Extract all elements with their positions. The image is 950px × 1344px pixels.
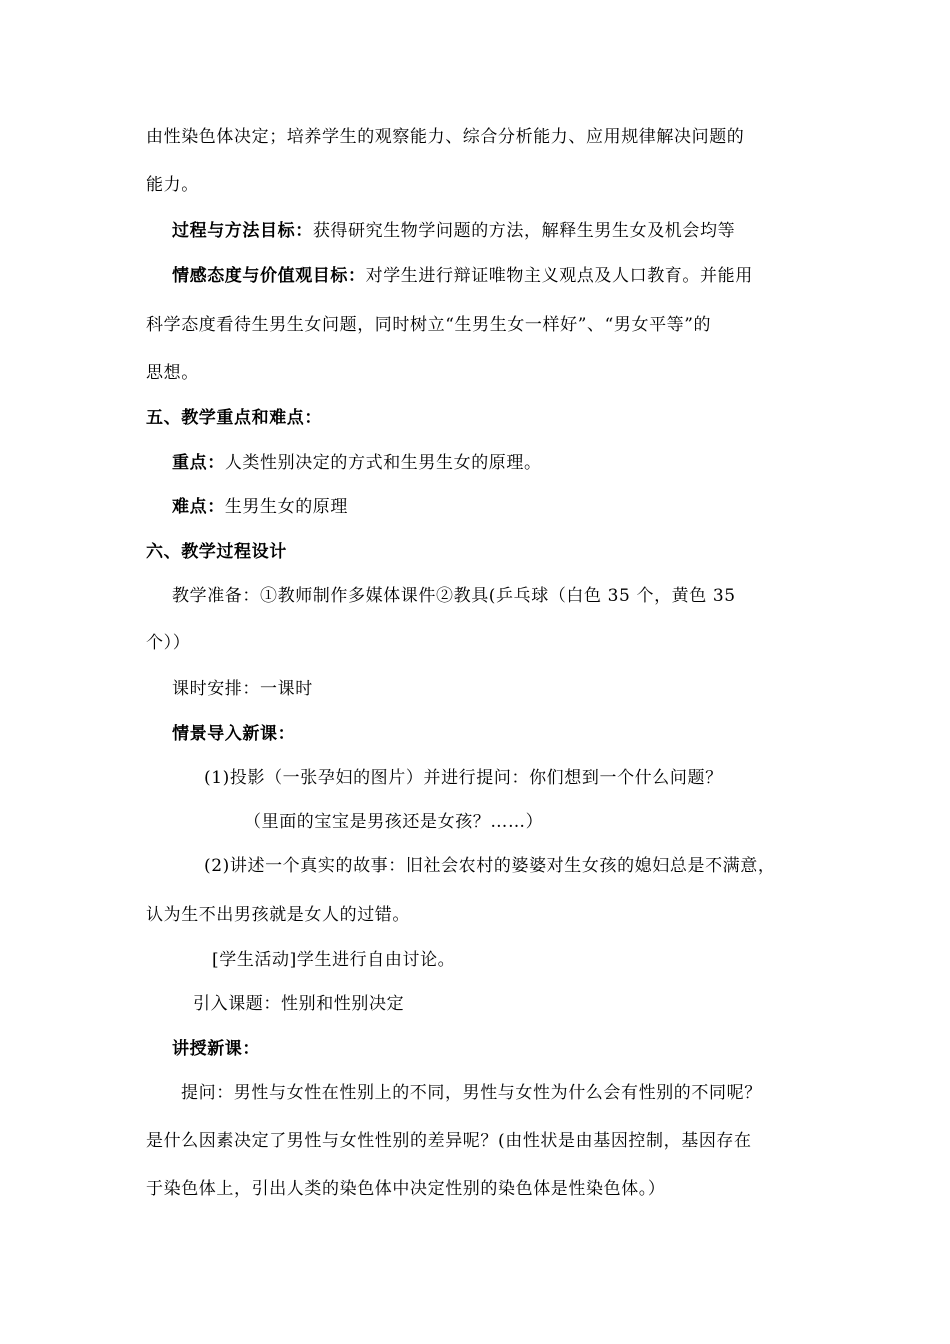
- teaching-prep-line2: 个））: [146, 633, 191, 653]
- knowledge-objective-continuation: 由性染色体决定；培养学生的观察能力、综合分析能力、应用规律解决问题的: [146, 127, 745, 147]
- lesson-topic: 引入课题：性别和性别决定: [193, 994, 405, 1014]
- new-lesson-heading: 讲授新课：: [172, 1039, 260, 1059]
- key-point-text: 人类性别决定的方式和生男生女的原理。: [224, 453, 542, 473]
- intro-step-two-line1: (2)讲述一个真实的故事：旧社会农村的婆婆对生女孩的媳妇总是不满意，: [204, 856, 776, 876]
- process-method-label: 过程与方法目标：: [172, 221, 313, 241]
- section-five-heading: 五、教学重点和难点：: [146, 408, 322, 428]
- class-schedule: 课时安排：一课时: [172, 679, 313, 699]
- process-method-objective: [172, 219, 735, 243]
- intro-step-one: (1)投影（一张孕妇的图片）并进行提问：你们想到一个什么问题？: [204, 768, 723, 788]
- emotion-value-label: 情感态度与价值观目标：: [172, 266, 366, 286]
- difficult-point-label: 难点：: [172, 497, 225, 517]
- student-activity: [学生活动]学生进行自由讨论。: [212, 950, 456, 970]
- key-point-label: 重点：: [172, 453, 225, 473]
- emotion-value-text: 对学生进行辩证唯物主义观点及人口教育。并能用: [365, 266, 753, 286]
- question-line3: 于染色体上，引出人类的染色体中决定性别的染色体是性染色体。）: [146, 1179, 666, 1199]
- emotion-value-text-line3: 思想。: [146, 363, 199, 383]
- difficult-point: [172, 495, 348, 519]
- difficult-point-text: 生男生女的原理: [224, 497, 349, 517]
- teaching-prep-line1: 教学准备：①教师制作多媒体课件②教具(乒乓球（白色 35 个，黄色 35: [172, 586, 736, 606]
- knowledge-objective-continuation-end: 能力。: [146, 175, 199, 195]
- scene-intro-heading: 情景导入新课：: [172, 724, 296, 744]
- question-line2: 是什么因素决定了男性与女性性别的差异呢？(由性状是由基因控制，基因存在: [146, 1131, 752, 1151]
- emotion-value-objective: [172, 264, 753, 288]
- key-point: [172, 451, 542, 475]
- intro-step-two-line2: 认为生不出男孩就是女人的过错。: [146, 905, 410, 925]
- question-line1: 提问：男性与女性在性别上的不同，男性与女性为什么会有性别的不同呢？: [181, 1083, 762, 1103]
- intro-step-one-answer: （里面的宝宝是男孩还是女孩？……）: [244, 812, 544, 832]
- section-six-heading: 六、教学过程设计: [146, 542, 287, 562]
- emotion-value-text-line2: 科学态度看待生男生女问题，同时树立“生男生女一样好”、“男女平等”的: [146, 315, 712, 335]
- process-method-text: 获得研究生物学问题的方法，解释生男生女及机会均等: [312, 221, 736, 241]
